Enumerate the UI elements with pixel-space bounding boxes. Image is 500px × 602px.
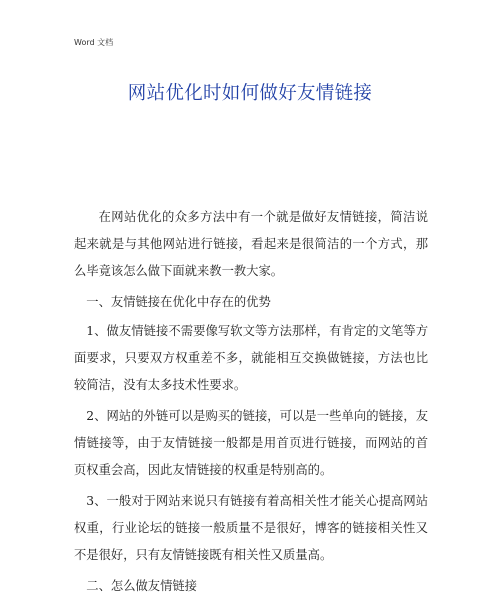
list-item-1: 1、做友情链接不需要像写软文等方法那样，有肯定的文笔等方面要求，只要双方权重差不多，就能相互交换做链接，方法也比较简洁，没有太多技术性要求。 bbox=[74, 324, 428, 392]
list-item-2: 2、网站的外链可以是购买的链接，可以是一些单向的链接，友情链接等，由于友情链接一般都是用首页进行链接，而网站的首页权重会高，因此友情链接的权重是特别高的。 bbox=[74, 409, 428, 477]
list-item-3: 3、一般对于网站来说只有链接有着高相关性才能关心提高网站权重，行业论坛的链接一般质量不是很好，博客的链接相关性又不是很好，只有友情链接既有相关性又质量高。 bbox=[74, 494, 428, 562]
document-body bbox=[74, 204, 428, 602]
section-heading-advantages: 一、友情链接在优化中存在的优势 bbox=[86, 295, 271, 309]
document-header-label: Word 文档 bbox=[74, 38, 114, 47]
document-title: 网站优化时如何做好友情链接 bbox=[127, 83, 373, 104]
section-heading-how-to: 二、怎么做友情链接 bbox=[86, 579, 197, 593]
intro-paragraph: 在网站优化的众多方法中有一个就是做好友情链接，简洁说起来就是与其他网站进行链接，看起来是很简洁的一个方式，那么毕竟该怎么做下面就来教一教大家。 bbox=[74, 210, 428, 278]
